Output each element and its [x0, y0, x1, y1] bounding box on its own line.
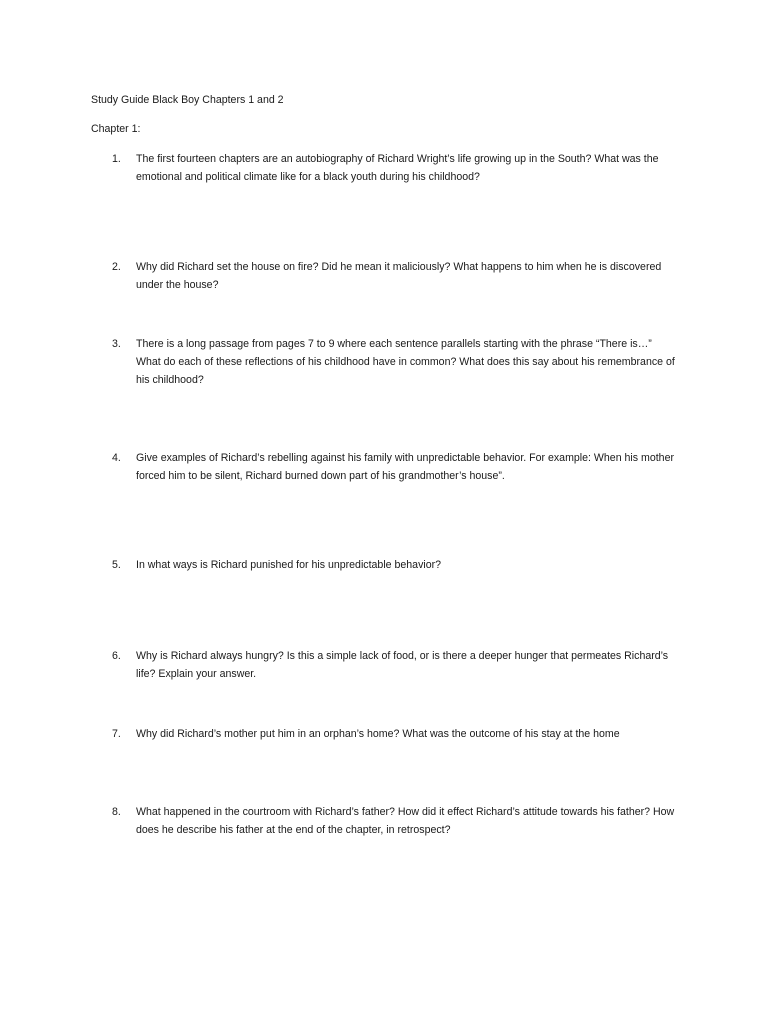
question-number: 8.	[112, 806, 121, 818]
question-text: Why did Richard set the house on fire? Did he mean it maliciously? What happens to him when he is discovered under the house?	[136, 261, 662, 291]
question-number: 2.	[112, 261, 121, 273]
chapter-heading: Chapter 1:	[91, 123, 141, 135]
question-number: 1.	[112, 153, 121, 165]
question-text: The first fourteen chapters are an autobiography of Richard Wright’s life growing up in the South? What was the emotional and political climate like for a black youth during his childhood?	[136, 153, 659, 183]
document-title: Study Guide Black Boy Chapters 1 and 2	[91, 94, 284, 106]
question-text: Give examples of Richard’s rebelling against his family with unpredictable behavior. For example: When his mother forced him to be silent, Richard burned down part of his grandmother’s house”.	[136, 452, 674, 482]
question-number: 7.	[112, 728, 121, 740]
question-text: Why did Richard’s mother put him in an orphan’s home? What was the outcome of his stay at the home	[136, 728, 620, 740]
question-text: There is a long passage from pages 7 to 9 where each sentence parallels starting with the phrase “There is…” What do each of these reflections of his childhood have in common? What does this say about his remembrance of his childhood?	[136, 338, 675, 386]
question-number: 6.	[112, 650, 121, 662]
question-number: 5.	[112, 559, 121, 571]
question-text: Why is Richard always hungry? Is this a simple lack of food, or is there a deeper hunger that permeates Richard’s life? Explain your answer.	[136, 650, 669, 680]
question-number: 3.	[112, 338, 121, 350]
question-text: What happened in the courtroom with Richard’s father? How did it effect Richard’s attitude towards his father? How does he describe his father at the end of the chapter, in retrospect?	[136, 806, 675, 836]
question-number: 4.	[112, 452, 121, 464]
question-text: In what ways is Richard punished for his unpredictable behavior?	[136, 559, 442, 571]
